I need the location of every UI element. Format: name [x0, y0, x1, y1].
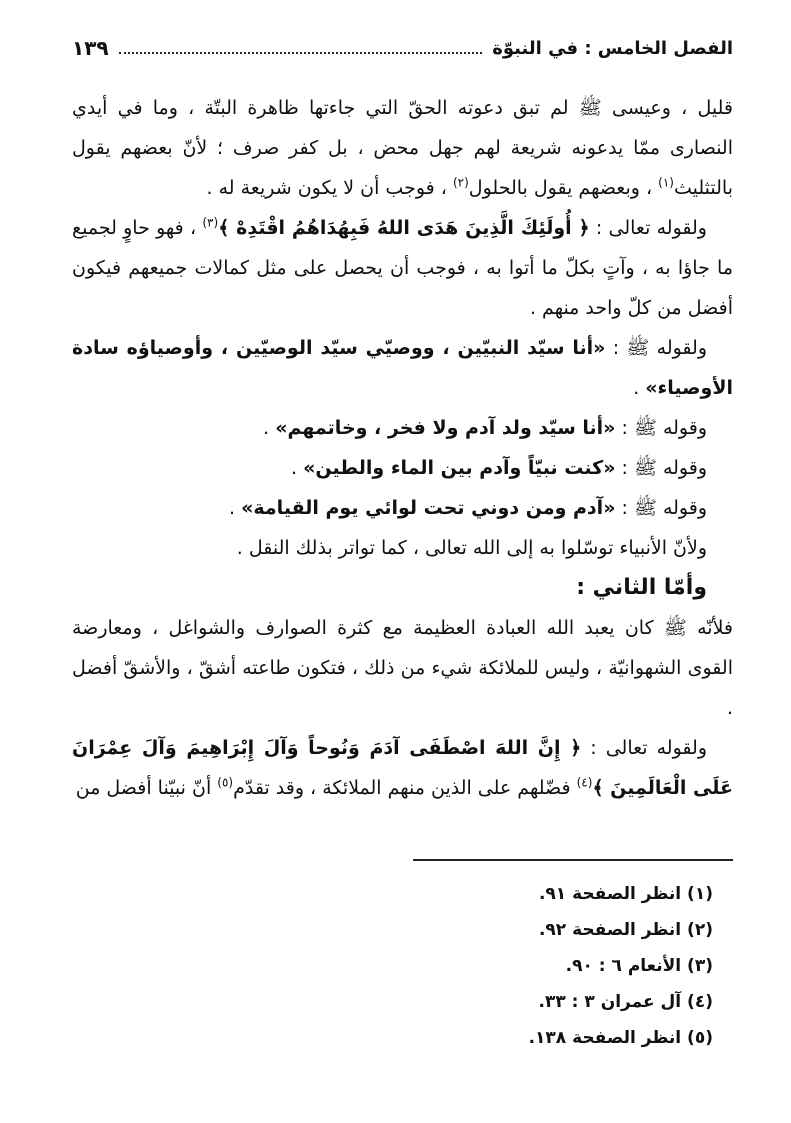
footnote-divider — [413, 859, 733, 861]
footnote-item: (٥) انظر الصفحة ١٣٨. — [528, 1028, 713, 1048]
footnote-ref-3[interactable]: (٣) — [202, 215, 219, 230]
footnotes-list — [120, 876, 733, 1056]
chapter-title: الفصل الخامس : في النبوّة — [492, 37, 733, 59]
paragraph-9: ولقوله تعالى : ﴿ إِنَّ اللهَ اصْطَفَى آدَمَ وَنُوحاً وَآلَ إِبْرَاهِيمَ وَآلَ عِمْرَانَ عَلَى الْعَالَمِينَ ﴾$^{(٤)}$ فضّلهم على الذين منهم الملائكة ، وقد تقدّم$^{(٥)}$ أنّ نبيّنا أفضل من — [72, 737, 733, 799]
footnote-item: (٢) انظر الصفحة ٩٢. — [538, 920, 713, 940]
quran-verse: ﴿ إِنَّ اللهَ اصْطَفَى آدَمَ وَنُوحاً وَآلَ إِبْرَاهِيمَ وَآلَ عِمْرَانَ عَلَى الْعَالَمِينَ ﴾ — [72, 737, 733, 799]
paragraph-7: ولأنّ الأنبياء توسّلوا به إلى الله تعالى ، كما تواتر بذلك النقل . — [236, 537, 707, 559]
paragraph-4: وقوله ﷺ : «أنا سيّد ولد آدم ولا فخر ، وخاتمهم» . — [263, 417, 707, 439]
footnote-item: (٣) الأنعام ٦ : ٩٠. — [565, 956, 713, 976]
hadith-quote: «أنا سيّد النبيّين ، ووصيّي سيّد الوصيّين ، وأوصياؤه سادة الأوصياء» — [72, 337, 733, 399]
footnote-ref-5[interactable]: (٥) — [217, 775, 234, 790]
hadith-quote: «أنا سيّد ولد آدم ولا فخر ، وخاتمهم» — [275, 417, 616, 439]
footnote-item: (٤) آل عمران ٣ : ٣٣. — [538, 992, 713, 1012]
section-heading: وأمّا الثاني : — [576, 575, 707, 600]
footnote-item: (١) انظر الصفحة ٩١. — [538, 884, 713, 904]
paragraph-6: وقوله ﷺ : «آدم ومن دوني تحت لوائي يوم القيامة» . — [229, 497, 707, 519]
paragraph-5: وقوله ﷺ : «كنت نبيّاً وآدم بين الماء والطين» . — [291, 457, 707, 479]
footnote-ref-4[interactable]: (٤) — [576, 775, 593, 790]
paragraph-8: فلأنّه ﷺ كان يعبد الله العبادة العظيمة مع كثرة الصوارف والشواغل ، ومعارضة القوى الشهوانيّة ، وليس للملائكة شيء من ذلك ، فتكون طاعته أشقّ ، والأشقّ أفضل . — [72, 617, 733, 719]
footnote-ref-2[interactable]: (٢) — [452, 175, 469, 190]
hadith-quote: «كنت نبيّاً وآدم بين الماء والطين» — [303, 457, 616, 479]
running-header — [72, 34, 733, 62]
header-dot-leader — [119, 42, 483, 54]
page-number: ١٣٩ — [72, 36, 109, 60]
paragraph-2: ولقوله تعالى : ﴿ أُولَئِكَ الَّذِينَ هَدَى اللهُ فَبِهُدَاهُمُ اقْتَدِهْ ﴾$^{(٣)}$ ، فهو حاوٍ لجميع ما جاؤا به ، وآتٍ بكلّ ما أتوا به ، فوجب أن يحصل على مثل كمالات جميعهم فيكون أفضل من كلّ واحد منهم . — [72, 215, 733, 319]
main-text — [72, 88, 733, 808]
footnote-ref-1[interactable]: (١) — [658, 175, 674, 190]
quran-verse: ﴿ أُولَئِكَ الَّذِينَ هَدَى اللهُ فَبِهُدَاهُمُ اقْتَدِهْ ﴾ — [218, 217, 590, 239]
paragraph-3: ولقوله ﷺ : «أنا سيّد النبيّين ، ووصيّي سيّد الوصيّين ، وأوصياؤه سادة الأوصياء» . — [72, 337, 733, 399]
hadith-quote: «آدم ومن دوني تحت لوائي يوم القيامة» — [241, 497, 616, 519]
paragraph-1: قليل ، وعيسى ﷺ لم تبق دعوته الحقّ التي جاءتها ظاهرة البتّة ، وما في أيدي النصارى ممّا يدعونه شريعة لهم جهل محض ، بل كفر صرف ؛ لأنّ بعضهم يقول بالتثليث$^{(١)}$ ، وبعضهم يقول بالحلول$^{(٢)}$ ، فوجب أن لا يكون شريعة له . — [72, 97, 733, 199]
